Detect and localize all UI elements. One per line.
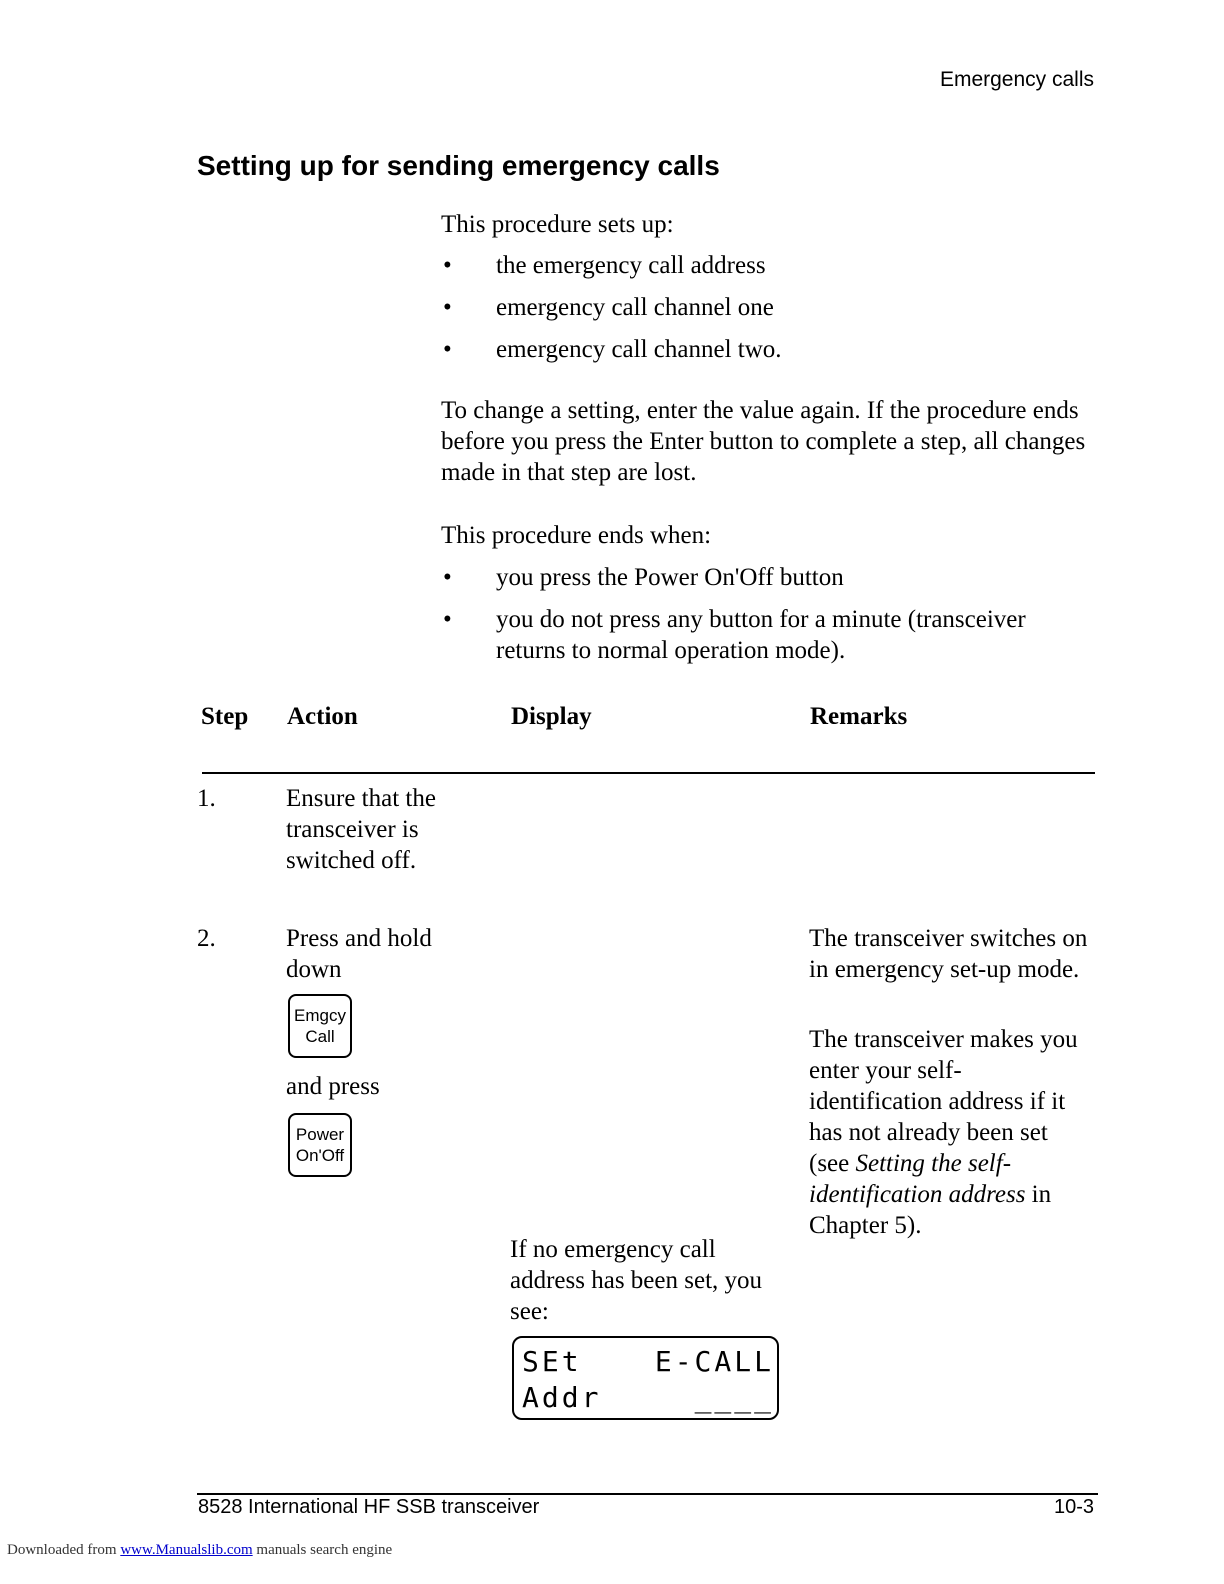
change-note: To change a setting, enter the value again. If the procedure ends before you press the Enter button to complete a step, all changes made in that step are lost. bbox=[441, 397, 1086, 486]
lcd-text: Addr bbox=[522, 1381, 602, 1414]
list-item: • you press the Power On'Off button bbox=[443, 564, 844, 591]
ends-lead: This procedure ends when: bbox=[441, 522, 712, 549]
key-label: Call bbox=[305, 1027, 335, 1046]
bullet-icon: • bbox=[443, 252, 452, 279]
list-item: • you do not press any button for a minute (transceiver returns to normal operation mode). bbox=[443, 606, 1026, 664]
bullet-icon: • bbox=[443, 336, 452, 363]
sets-up-list bbox=[441, 250, 1101, 376]
lcd-text: SEt bbox=[522, 1345, 582, 1378]
key-label: Power bbox=[295, 1125, 345, 1144]
page-number: 10-3 bbox=[1053, 1496, 1094, 1518]
lcd-text: ____ bbox=[694, 1381, 774, 1414]
ends-list bbox=[441, 562, 1101, 677]
step-action: Ensure that the transceiver is switched off. bbox=[286, 785, 436, 874]
step-display-text: If no emergency call address has been set, you see: bbox=[510, 1236, 763, 1325]
footer-divider bbox=[197, 1493, 1098, 1495]
step-action-mid: and press bbox=[286, 1073, 380, 1100]
list-item: • the emergency call address bbox=[443, 252, 766, 279]
power-on-off-key-icon bbox=[288, 1113, 352, 1177]
lcd-display bbox=[512, 1336, 779, 1420]
header-action: Action bbox=[287, 703, 358, 730]
sets-up-lead: This procedure sets up: bbox=[441, 211, 674, 238]
bullet-icon: • bbox=[443, 564, 452, 591]
key-label: Emgcy bbox=[294, 1006, 346, 1025]
header-remarks: Remarks bbox=[810, 703, 908, 730]
step-action: Press and hold down bbox=[286, 925, 432, 983]
list-item: • emergency call channel one bbox=[443, 294, 774, 321]
section-title: Setting up for sending emergency calls bbox=[197, 150, 720, 181]
lcd-text: E-CALL bbox=[654, 1345, 774, 1378]
bullet-icon: • bbox=[443, 294, 452, 321]
step-remark: The transceiver makes you enter your self-identification address if it has not already been set (see Setting the self-identification address in Chapter 5). bbox=[809, 1026, 1078, 1239]
key-label: On'Off bbox=[295, 1146, 345, 1165]
header-display: Display bbox=[511, 703, 592, 730]
emgcy-call-key-icon bbox=[288, 994, 352, 1058]
step-number: 1. bbox=[197, 785, 216, 812]
step-number: 2. bbox=[197, 925, 216, 952]
step-remark: The transceiver switches on in emergency set-up mode. bbox=[809, 925, 1088, 983]
running-header: Emergency calls bbox=[939, 68, 1094, 91]
download-notice: Downloaded from www.Manualslib.com manuals search engine bbox=[7, 1542, 393, 1558]
footer-product: 8528 International HF SSB transceiver bbox=[198, 1496, 540, 1518]
lcd-row bbox=[522, 1344, 774, 1380]
bullet-icon: • bbox=[443, 606, 452, 633]
header-step: Step bbox=[201, 703, 249, 730]
manualslib-link[interactable]: www.Manualslib.com bbox=[120, 1542, 253, 1558]
cross-reference: Setting the self-identification address bbox=[809, 1150, 1026, 1208]
list-item: • emergency call channel two. bbox=[443, 336, 782, 363]
lcd-row bbox=[522, 1380, 774, 1416]
table-divider bbox=[202, 772, 1095, 774]
